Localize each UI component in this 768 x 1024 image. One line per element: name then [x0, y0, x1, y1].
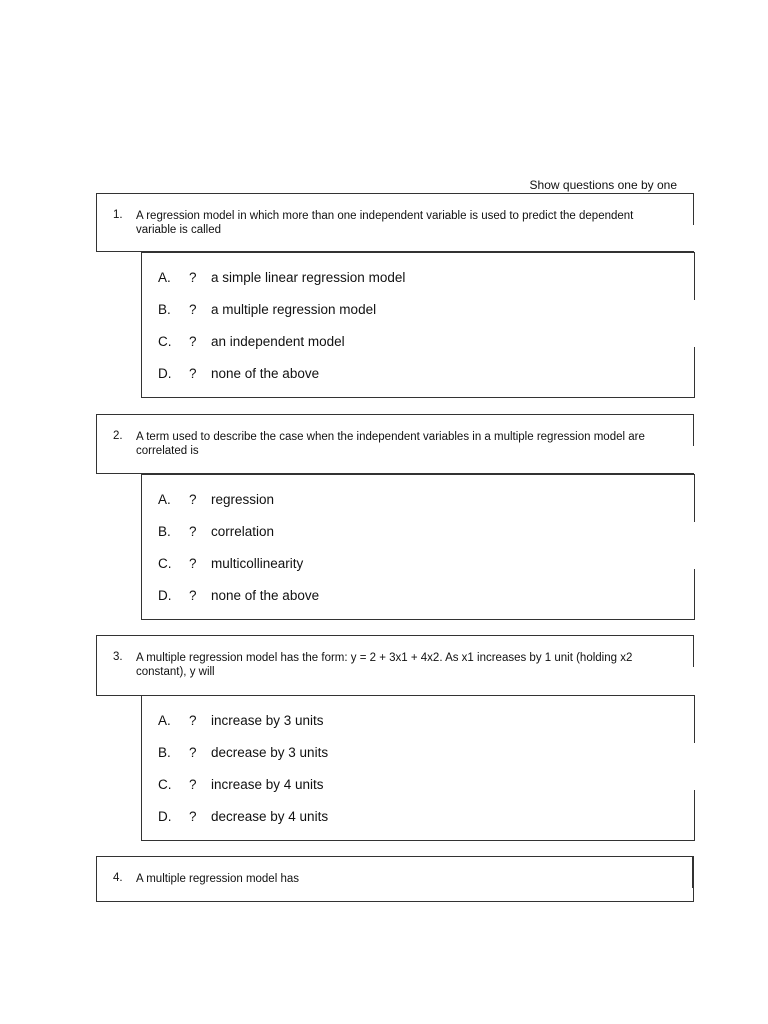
question-number: 2. [113, 430, 123, 442]
option-c[interactable] [142, 556, 642, 576]
option-letter: D. [158, 366, 172, 381]
option-a[interactable] [142, 492, 642, 512]
option-a[interactable] [142, 270, 642, 290]
option-text: none of the above [211, 588, 320, 603]
question-2-box [96, 414, 694, 474]
option-a[interactable] [142, 713, 642, 733]
option-radio-icon[interactable]: ? [189, 302, 197, 317]
option-letter: A. [158, 713, 171, 728]
option-text: an independent model [211, 334, 345, 349]
option-letter: C. [158, 556, 172, 571]
option-text: multicollinearity [211, 556, 304, 571]
option-text: decrease by 4 units [211, 809, 329, 824]
option-radio-icon[interactable]: ? [189, 713, 197, 728]
question-number: 1. [113, 209, 123, 221]
option-letter: A. [158, 270, 171, 285]
option-d[interactable] [142, 588, 642, 608]
option-letter: B. [158, 745, 171, 760]
option-text: a simple linear regression model [211, 270, 406, 285]
option-d[interactable] [142, 366, 642, 386]
option-c[interactable] [142, 334, 642, 354]
question-text: A regression model in which more than one independent variable is used to predict the dependent variable is called [136, 210, 634, 236]
question-text: A multiple regression model has [136, 873, 299, 885]
question-number: 4. [113, 872, 123, 884]
option-letter: C. [158, 334, 172, 349]
question-text: A multiple regression model has the form: y = 2 + 3x1 + 4x2. As x1 increases by 1 unit (holding x2 constant), y will [136, 652, 633, 678]
option-text: decrease by 3 units [211, 745, 329, 760]
option-letter: B. [158, 524, 171, 539]
option-b[interactable] [142, 524, 642, 544]
question-1-options [141, 252, 695, 398]
option-c[interactable] [142, 777, 642, 797]
option-text: increase by 3 units [211, 713, 324, 728]
option-text: correlation [211, 524, 275, 539]
option-text: none of the above [211, 366, 320, 381]
question-2-options [141, 474, 695, 620]
option-radio-icon[interactable]: ? [189, 270, 197, 285]
question-3-box [96, 635, 694, 696]
option-letter: A. [158, 492, 171, 507]
option-letter: B. [158, 302, 171, 317]
question-number: 3. [113, 651, 123, 663]
option-b[interactable] [142, 302, 642, 322]
option-radio-icon[interactable]: ? [189, 524, 197, 539]
option-radio-icon[interactable]: ? [189, 366, 197, 381]
option-radio-icon[interactable]: ? [189, 588, 197, 603]
option-radio-icon[interactable]: ? [189, 809, 197, 824]
option-text: increase by 4 units [211, 777, 324, 792]
option-letter: D. [158, 809, 172, 824]
option-d[interactable] [142, 809, 642, 829]
option-radio-icon[interactable]: ? [189, 492, 197, 507]
option-letter: D. [158, 588, 172, 603]
question-4-box [96, 856, 694, 902]
option-b[interactable] [142, 745, 642, 765]
option-radio-icon[interactable]: ? [189, 777, 197, 792]
question-text: A term used to describe the case when the independent variables in a multiple regression model are correlated is [136, 431, 645, 457]
option-letter: C. [158, 777, 172, 792]
show-questions-one-by-one-link[interactable]: Show questions one by one [529, 178, 677, 192]
option-text: regression [211, 492, 275, 507]
option-radio-icon[interactable]: ? [189, 556, 197, 571]
option-radio-icon[interactable]: ? [189, 745, 197, 760]
option-radio-icon[interactable]: ? [189, 334, 197, 349]
option-text: a multiple regression model [211, 302, 377, 317]
question-3-options [141, 695, 695, 841]
question-1-box [96, 193, 694, 252]
